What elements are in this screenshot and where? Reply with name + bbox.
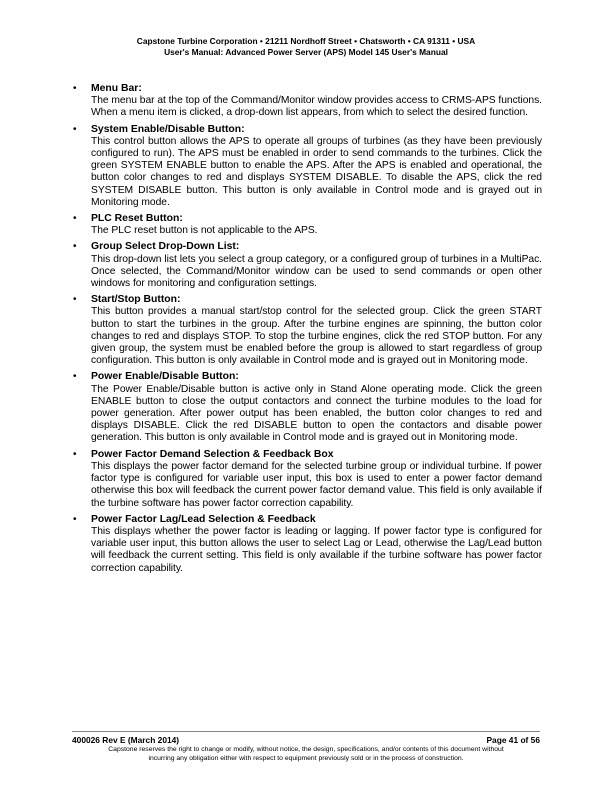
list-item-plc-reset [73, 213, 542, 237]
list-item-system-enable [73, 123, 542, 209]
item-body: The menu bar at the top of the Command/Monitor window provides access to CRMS-APS functions. When a menu item is clicked, a drop-down list appears, from which to select the desired function. [91, 95, 542, 119]
bullet-icon: • [73, 213, 77, 225]
list-item-group-select [73, 241, 542, 290]
footer-disclaimer [60, 746, 552, 763]
list-item-power-enable [73, 371, 542, 444]
item-body: This control button allows the APS to operate all groups of turbines (as they have been previously configured to run). The APS must be enabled in order to send commands to the turbines. Click the green SYSTEM ENABLE button to enable the APS. After the APS is enabled and operational, the button color changes to red and displays SYSTEM DISABLE. To disable the APS, click the red SYSTEM DISABLE button. This button is only available in Control mode and is grayed out in Monitoring mode. [91, 135, 542, 208]
header-manual-title: User's Manual: Advanced Power Server (APS) Model 145 User's Manual [164, 47, 448, 57]
item-body: This displays the power factor demand for the selected turbine group or individual turbine. If power factor type is configured for variable user input, this box is used to enter a power factor demand otherwise this box will feedback the current power factor demand value. This field is only available if the turbine software has power factor correction capability. [91, 460, 542, 509]
list-item-pf-lag-lead [73, 513, 542, 575]
item-title: PLC Reset Button: [91, 213, 183, 225]
item-title: Power Factor Lag/Lead Selection & Feedback [91, 513, 316, 525]
disclaimer-line-2: incurring any obligation either with respect to equipment previously sold or in the process of construction. [148, 754, 464, 762]
item-body: This drop-down list lets you select a group category, or a configured group of turbines in a MultiPac. Once selected, the Command/Monitor window can be used to send commands or open other windows for monitoring and configuration settings. [91, 253, 542, 290]
bullet-icon: • [73, 241, 77, 253]
list-item-start-stop [73, 294, 542, 367]
bullet-icon: • [73, 83, 77, 94]
item-body: The Power Enable/Disable button is active only in Stand Alone operating mode. Click the green ENABLE button to close the output contactors and connect the turbine modules to the load for power generation. After power output has been enabled, the button color changes to red and displays DISABLE. Click the red DISABLE button to open the contactors and disable power generation. This button is only available in Control mode and is grayed out in Monitoring mode. [91, 383, 542, 444]
bullet-icon: • [73, 371, 77, 383]
bullet-icon: • [73, 294, 77, 306]
footer-doc-id: 400026 Rev E (March 2014) [72, 735, 180, 745]
item-title: System Enable/Disable Button: [91, 123, 245, 135]
bullet-icon: • [73, 123, 77, 135]
list-item-menu-bar [73, 83, 542, 120]
disclaimer-line-1: Capstone reserves the right to change or modify, without notice, the design, specifications, and/or contents of this document without [108, 746, 504, 753]
footer-divider [72, 731, 540, 732]
item-body: This button provides a manual start/stop control for the selected group. Click the green START button to start the turbines in the group. After the turbine engines are spinning, the button color changes to red and displays STOP. To stop the turbine engines, click the red STOP button. For any given group, the system must be enabled before the group is allowed to start regardless of group configuration. This button is only available in Control mode and is grayed out in Monitoring mode. [91, 306, 542, 367]
bullet-icon: • [73, 513, 77, 525]
page-header [0, 36, 612, 58]
list-item-pf-demand [73, 448, 542, 510]
footer-page-number: Page 41 of 56 [486, 735, 540, 745]
document-body [73, 83, 542, 579]
bullet-icon: • [73, 448, 77, 460]
item-title: Power Factor Demand Selection & Feedback Box [91, 448, 334, 460]
item-title: Menu Bar: [91, 83, 142, 94]
item-title: Group Select Drop-Down List: [91, 241, 240, 253]
item-title: Power Enable/Disable Button: [91, 371, 239, 383]
item-title: Start/Stop Button: [91, 294, 181, 306]
header-company-line: Capstone Turbine Corporation • 21211 Nordhoff Street • Chatsworth • CA 91311 • USA [136, 36, 476, 46]
item-body: The PLC reset button is not applicable to the APS. [91, 225, 318, 237]
item-body: This displays whether the power factor is leading or lagging. If power factor type is configured for variable user input, this button allows the user to select Lag or Lead, otherwise the Lag/Lead button will feedback the current setting. This field is only available if the turbine software has power factor correction capability. [91, 525, 542, 574]
